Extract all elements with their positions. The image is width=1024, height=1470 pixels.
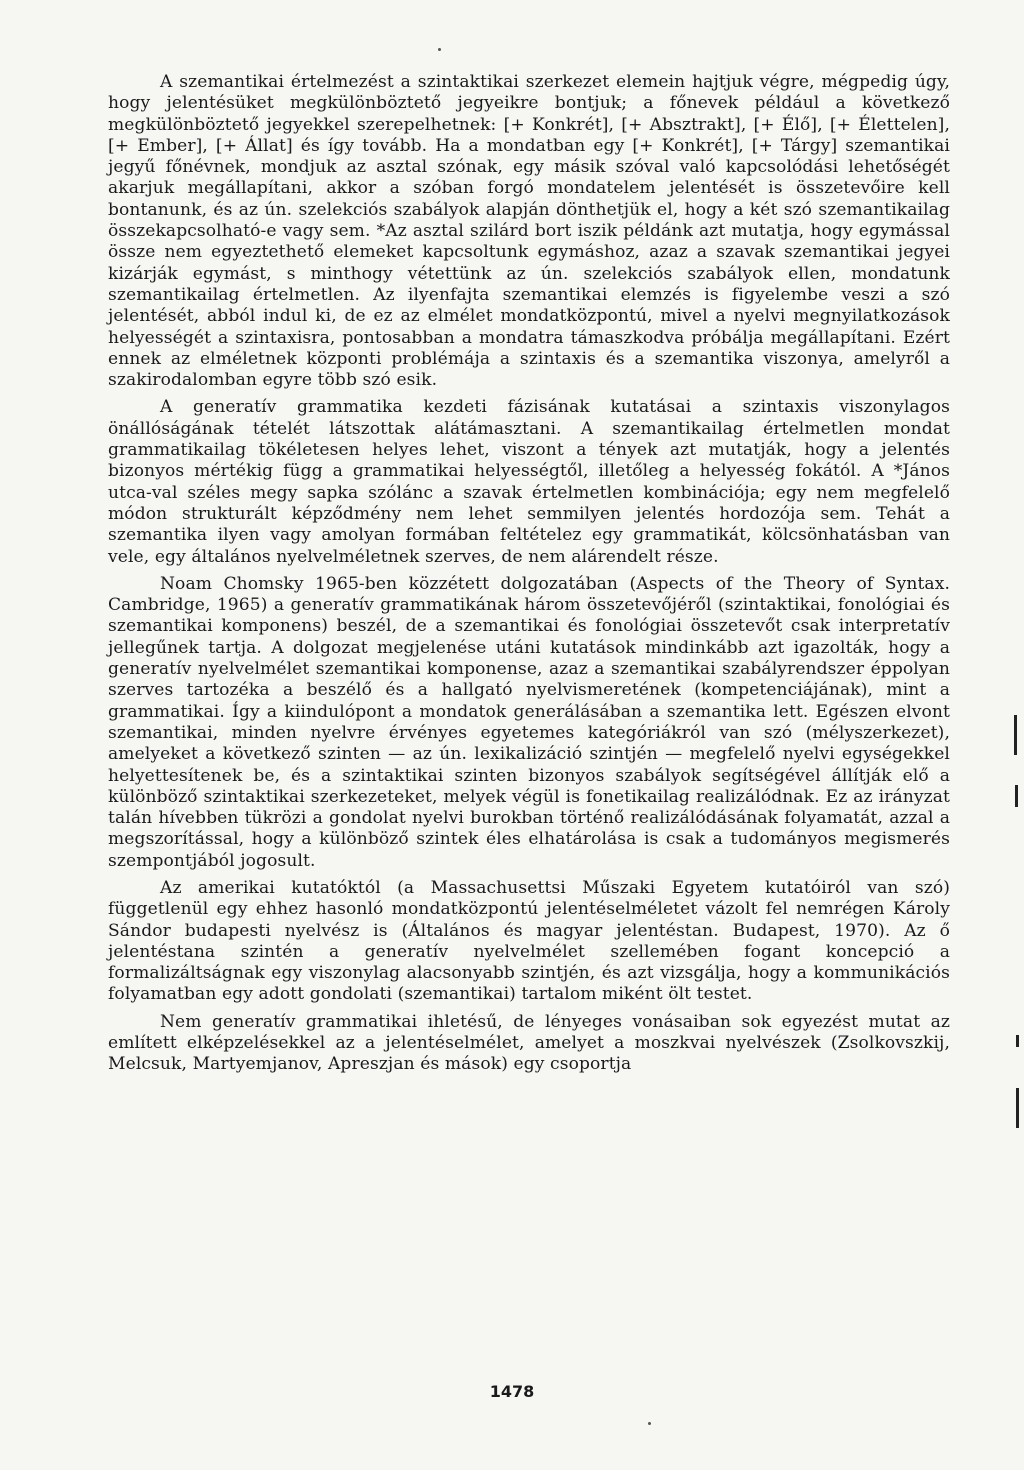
scan-mark [1016,1035,1019,1047]
scan-speck [438,48,441,51]
paragraph-4: Az amerikai kutatóktól (a Massachusettsi Műszaki Egyetem kutatóiról van szó) függetlenül egy ehhez hasonló mondatközpontú jelentéselméletet vázolt fel nemrégen Károly Sándor budapesti nyelvész is (Általános és magyar jelentéstan. Budapest, 1970). Az ő jelentéstana szintén a generatív nyelvelmélet szellemében fogant koncepció a formalizáltságnak egy viszonylag alacsonyabb szintjén, és azt vizsgálja, hogy a kommunikációs folyamatban egy adott gondolati (szemantikai) tartalom miként ölt testet. [108,877,950,1005]
paragraph-3: Noam Chomsky 1965-ben közzétett dolgozatában (Aspects of the Theory of Syntax. Cambridge, 1965) a generatív grammatikának három összetevőjéről (szintaktikai, fonológiai és szemantikai komponens) beszél, de a szemantikai és fonológiai összetevőt csak interpretatív jellegűnek tartja. A dolgozat megjelenése utáni kutatások mindinkább azt igazolták, hogy a generatív nyelvelmélet szemantikai komponense, azaz a szemantikai szabályrendszer éppolyan szerves tartozéka a beszélő és a hallgató nyelvismeretének (kompetenciájának), mint a grammatikai. Így a kiindulópont a mondatok generálásában a szemantika lett. Egészen elvont szemantikai, minden nyelvre érvényes egyetemes kategóriákról van szó (mélyszerkezet), amelyeket a következő szinten — az ún. lexikalizáció szintjén — megfelelő nyelvi egységekkel helyettesítenek be, és a szintaktikai szinten bizonyos szabályok segítségével állítják elő a különböző szintaktikai szerkezeteket, melyek végül is fonetikailag realizálódnak. Ez az irányzat talán hívebben tükrözi a gondolat nyelvi burokban történő realizálódásának folyamatát, azzal a megszorítással, hogy a különböző szintek éles elhatárolása is csak a tudományos megismerés szempontjából jogosult. [108,573,950,871]
paragraph-2: A generatív grammatika kezdeti fázisának kutatásai a szintaxis viszonylagos önállóságának tételét látszottak alátámasztani. A szemantikailag értelmetlen mondat grammatikailag tökéletesen helyes lehet, viszont a tények azt mutatják, hogy a jelentés bizonyos mértékig függ a grammatikai helyességtől, illetőleg a helyesség fokától. A *János utca-val széles megy sapka szólánc a szavak értelmetlen kombinációja; egy nem megfelelő módon strukturált képződmény nem lehet semmilyen jelentés hordozója sem. Tehát a szemantika ilyen vagy amolyan formában feltételez egy grammatikát, kölcsönhatásban van vele, egy általános nyelvelméletnek szerves, de nem alárendelt része. [108,397,950,567]
paragraph-5: Nem generatív grammatikai ihletésű, de lényeges vonásaiban sok egyezést mutat az említett elképzelésekkel az a jelentéselmélet, amelyet a moszkvai nyelvészek (Zsolkovszkij, Melcsuk, Martyemjanov, Apreszjan és mások) egy csoportja [108,1011,950,1075]
paragraph-1: A szemantikai értelmezést a szintaktikai szerkezet elemein hajtjuk végre, mégpedig úgy, hogy jelentésüket megkülönböztető jegyeikre bontjuk; a főnevek például a következő megkülönböztető jegyekkel szerepelhetnek: [+ Konkrét], [+ Absztrakt], [+ Élő], [+ Élettelen], [+ Ember], [+ Állat] és így tovább. Ha a mondatban egy [+ Konkrét], [+ Tárgy] szemantikai jegyű főnévnek, mondjuk az asztal szónak, egy másik szóval való kapcsolódási lehetőségét akarjuk megállapítani, akkor a szóban forgó mondatelem jelentését is összetevőire kell bontanunk, és az ún. szelekciós szabályok alapján dönthetjük el, hogy a két szó szemantikailag összekapcsolható-e vagy sem. *Az asztal szilárd bort iszik példánk azt mutatja, hogy egymással össze nem egyeztethető elemeket kapcsoltunk egymáshoz, azaz a szavak szemantikai jegyei kizárják egymást, s minthogy vétettünk az ún. szelekciós szabályok ellen, mondatunk szemantikailag értelmetlen. Az ilyenfajta szemantikai elemzés is figyelembe veszi a szó jelentését, abból indul ki, de ez az elmélet mondatközpontú, mivel a nyelvi megnyilatkozások helyességét a szintaxisra, pontosabban a mondatra támaszkodva próbálja megállapítani. Ezért ennek az elméletnek központi problémája a szintaxis és a szemantika viszonya, amelyről a szakirodalomban egyre több szó esik. [108,72,950,391]
scan-mark [1014,715,1017,755]
page-body [108,72,950,1076]
scan-mark [1015,785,1018,807]
scan-speck [648,1422,651,1425]
page-number: 1478 [489,1382,535,1401]
scan-mark [1016,1088,1019,1128]
